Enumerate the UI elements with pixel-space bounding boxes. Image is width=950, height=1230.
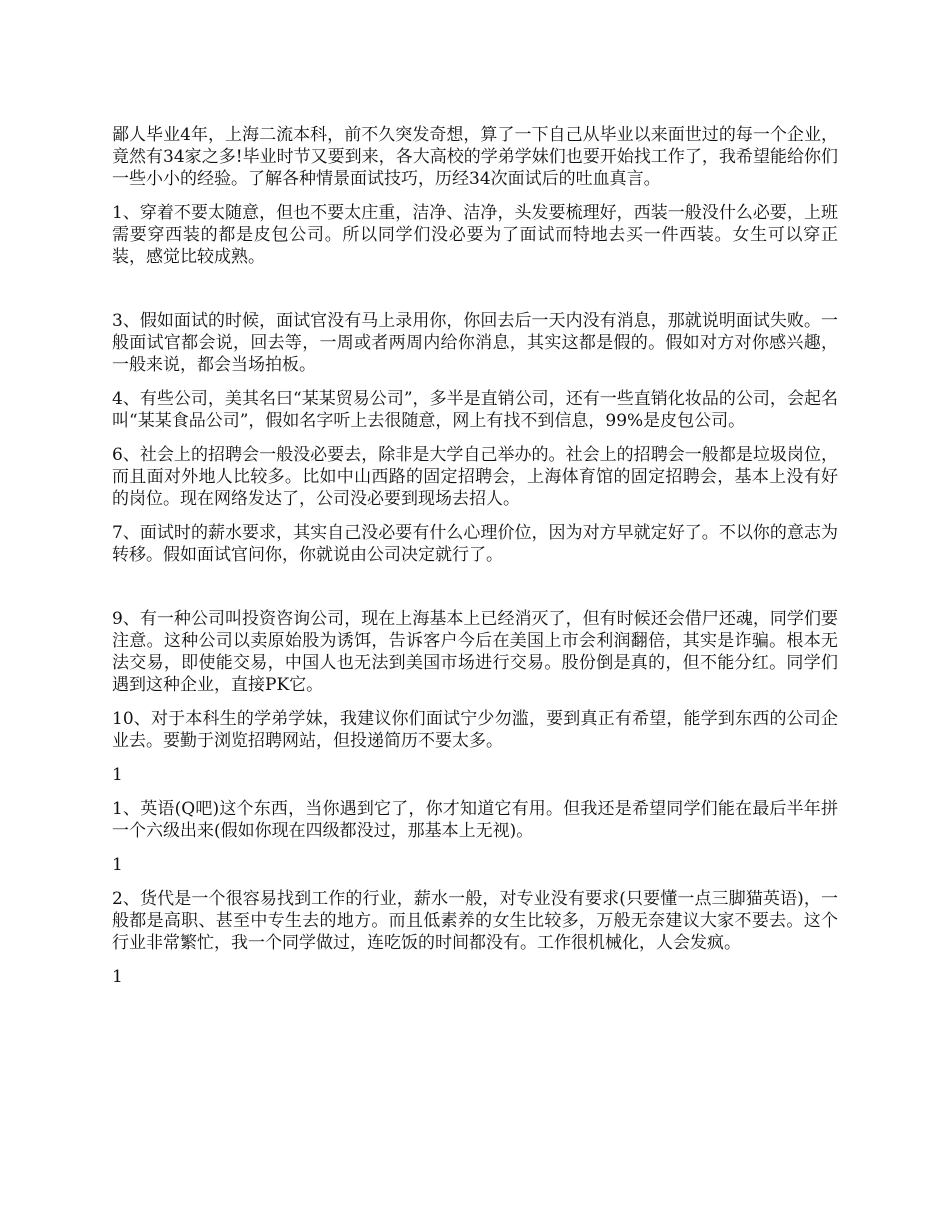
- tip-3-paragraph: 3、假如面试的时候，面试官没有马上录用你，你回去后一天内没有消息，那就说明面试失败。一般面试官都会说，回去等，一周或者两周内给你消息，其实这都是假的。假如对方对你感兴趣，一般来说，都会当场拍板。: [112, 311, 838, 375]
- section-number-1: 1: [112, 765, 123, 785]
- section-number-2: 1: [112, 855, 123, 875]
- english-tip-paragraph: 1、英语(Q吧)这个东西，当你遇到它了，你才知道它有用。但我还是希望同学们能在最后半年拼一个六级出来(假如你现在四级都没过，那基本上无视)。: [112, 799, 838, 841]
- tip-6-paragraph: 6、社会上的招聘会一般没必要去，除非是大学自己举办的。社会上的招聘会一般都是垃圾岗位，而且面对外地人比较多。比如中山西路的固定招聘会，上海体育馆的固定招聘会，基本上没有好的岗位。现在网络发达了，公司没必要到现场去招人。: [112, 445, 838, 509]
- tip-1-paragraph: 1、穿着不要太随意，但也不要太庄重，洁净、洁净，头发要梳理好，西装一般没什么必要，上班需要穿西装的都是皮包公司。所以同学们没必要为了面试而特地去买一件西装。女生可以穿正装，感觉比较成熟。: [112, 203, 838, 267]
- tip-7-paragraph: 7、面试时的薪水要求，其实自己没必要有什么心理价位，因为对方早就定好了。不以你的意志为转移。假如面试官问你，你就说由公司决定就行了。: [112, 523, 838, 565]
- freight-tip-paragraph: 2、货代是一个很容易找到工作的行业，薪水一般，对专业没有要求(只要懂一点三脚猫英语)，一般都是高职、甚至中专生去的地方。而且低素养的女生比较多，万般无奈建议大家不要去。这个行业非常繁忙，我一个同学做过，连吃饭的时间都没有。工作很机械化，人会发疯。: [112, 889, 838, 953]
- tip-10-paragraph: 10、对于本科生的学弟学妹，我建议你们面试宁少勿滥，要到真正有希望，能学到东西的公司企业去。要勤于浏览招聘网站，但投递简历不要太多。: [112, 709, 838, 751]
- section-number-3: 1: [112, 967, 123, 987]
- tip-9-paragraph: 9、有一种公司叫投资咨询公司，现在上海基本上已经消灭了，但有时候还会借尸还魂，同学们要注意。这种公司以卖原始股为诱饵，告诉客户今后在美国上市会利润翻倍，其实是诈骗。根本无法交易，即使能交易，中国人也无法到美国市场进行交易。股份倒是真的，但不能分红。同学们遇到这种企业，直接PK它。: [112, 609, 838, 695]
- document-page: [112, 124, 838, 1000]
- intro-paragraph: 鄙人毕业4年，上海二流本科，前不久突发奇想，算了一下自己从毕业以来面世过的每一个企业，竟然有34家之多!毕业时节又要到来，各大高校的学弟学妹们也要开始找工作了，我希望能给你们一些小小的经验。了解各种情景面试技巧，历经34次面试后的吐血真言。: [112, 125, 838, 189]
- tip-4-paragraph: 4、有些公司，美其名曰“某某贸易公司”，多半是直销公司，还有一些直销化妆品的公司，会起名叫“某某食品公司”，假如名字听上去很随意，网上有找不到信息，99%是皮包公司。: [112, 389, 838, 431]
